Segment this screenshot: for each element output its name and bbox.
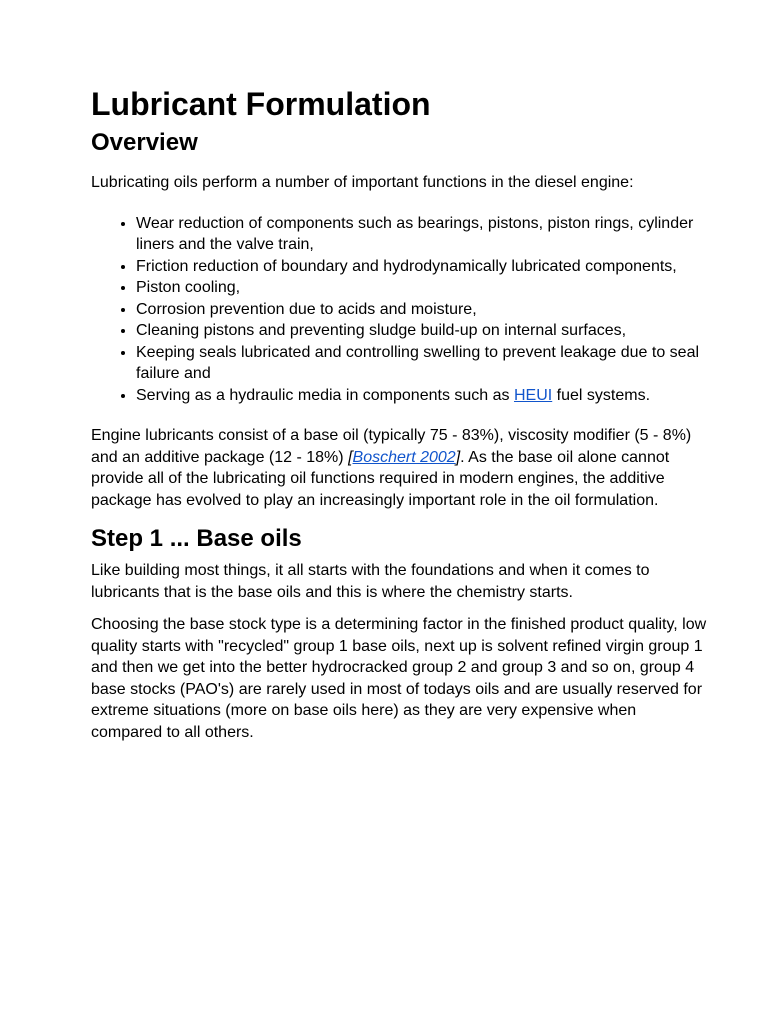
paragraph-text: Engine lubricants consist of a base oil (typically 75 - 83%), viscosity modifier (5 - 8%) and an additive package (12 - 18%) (91, 427, 692, 466)
engine-lubricants-paragraph (91, 425, 708, 511)
list-item-text: Serving as a hydraulic media in components such as (136, 386, 514, 404)
heui-link[interactable]: HEUI (513, 386, 553, 404)
document-title: Lubricant Formulation (91, 86, 431, 122)
base-stock-paragraph: Choosing the base stock type is a determining factor in the finished product quality, low quality starts with "recycled" group 1 base oils, next up is solvent refined virgin group 1 and then we get into the better hydrocracked group 2 and group 3 and so on, group 4 base stocks (PAO's) are rarely used in most of todays oils and are usually reserved for extreme situations (more on base oils here) as they are very expensive when compared to all others. (91, 616, 707, 741)
overview-heading: Overview (91, 129, 198, 156)
intro-paragraph: Lubricating oils perform a number of important functions in the diesel engine: (91, 174, 634, 191)
list-item (136, 385, 708, 407)
citation-bracket: [ (348, 448, 353, 466)
list-item: • Wear reduction of components such as bearings, pistons, piston rings, cylinder liners and the valve train, (136, 213, 708, 256)
list-item: • Friction reduction of boundary and hydrodynamically lubricated components, (136, 256, 708, 278)
step1-heading: Step 1 ... Base oils (91, 525, 302, 552)
list-item: • Cleaning pistons and preventing sludge build-up on internal surfaces, (136, 320, 708, 342)
paragraph-text: . As the base oil alone cannot provide all of the lubricating oil functions required in modern engines, the additive package has evolved to play an increasingly important role in the oil formulation. (91, 448, 670, 509)
functions-list (91, 213, 708, 407)
list-item: • Piston cooling, (136, 277, 708, 299)
list-item: • Corrosion prevention due to acids and moisture, (136, 299, 708, 321)
list-item-text: fuel systems. (552, 386, 651, 404)
list-item: • Keeping seals lubricated and controlling swelling to prevent leakage due to seal failure and (136, 342, 708, 385)
boschert-2002-link[interactable]: Boschert 2002 (352, 448, 456, 466)
citation-bracket: ] (455, 448, 461, 466)
foundations-paragraph: Like building most things, it all starts with the foundations and when it comes to lubricants that is the base oils and this is where the chemistry starts. (91, 562, 650, 601)
